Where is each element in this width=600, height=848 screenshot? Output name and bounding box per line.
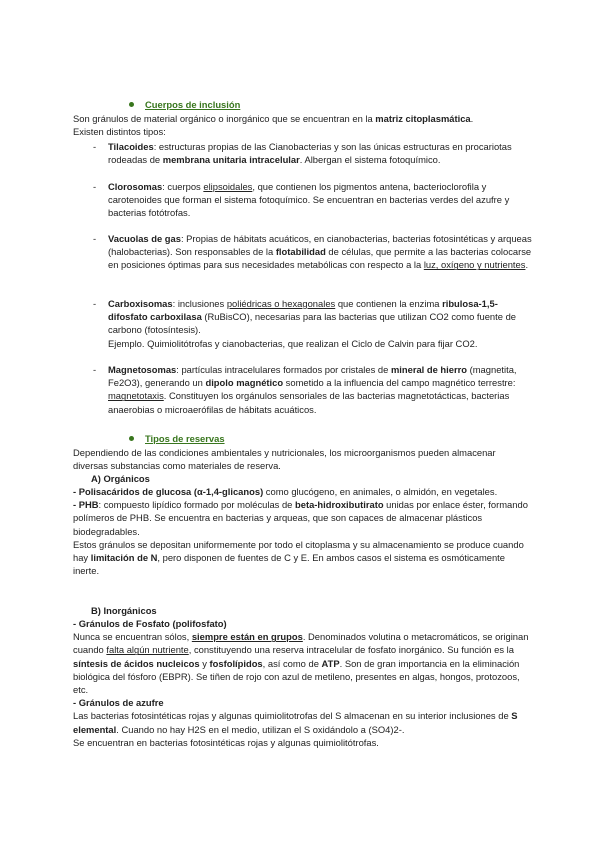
subheading-organicos: A) Orgánicos <box>91 473 150 484</box>
bullet-icon <box>129 102 134 107</box>
section1-intro: Son gránulos de material orgánico o inorgánico que se encuentran en la matriz citoplasmática. Existen distintos tipos: <box>73 113 474 138</box>
section-heading-reserve-types: Tipos de reservas <box>129 432 225 445</box>
inorganicos-content: - Gránulos de Fosfato (polifosfato) Nunca se encuentran sólos, siempre están en grupos. Denominados volutina o metacromáticos, se originan cuando falta algún nutriente, constituyendo una reserva intracelular de fosfato inorgánico. Su función es la síntesis de ácidos nucleicos y fosfolípidos, así como de ATP. Son de gran importancia en la eliminación biológica del fósforo (EBPR). Se tiñen de rojo con azul de metileno, presentes en algas, hongos, protozoos, etc. - Gránulos de azufre Las bacterias fotosintéticas rojas y algunas quimiolitotrofas del S almacenan en su interior inclusiones de S elemental. Cuando no hay H2S en el medio, utilizan el S oxidándolo a (SO4)2-. Se encuentran en bacterias fotosintéticas rojas y algunas quimiolitótrofas. <box>73 618 529 748</box>
list-item-tilacoides: - Tilacoides: estructuras propias de las Cianobacterias y son las únicas estructuras en procariotas rodeadas de membrana unitaria intracelular. Albergan el sistema fotoquímico. <box>93 141 512 166</box>
dash-bullet: - <box>93 141 97 152</box>
section2-intro: Dependiendo de las condiciones ambientales y nutricionales, los microorganismos pueden almacenar diversas substancias como materiales de reserva. <box>73 447 496 472</box>
list-item-vacuolas-de-gas: - Vacuolas de gas: Propias de hábitats acuáticos, en cianobacterias, bacterias fotosintéticas y arqueas (halobacterias). Son responsables de la flotabilidad de células, que permite a las bacterias colocarse en posiciones óptimas para sus necesidades metabólicas con respecto a la luz, oxígeno y nutrientes. <box>93 233 532 271</box>
section-heading-inclusion-bodies: Cuerpos de inclusión <box>129 98 240 111</box>
bullet-icon <box>129 436 134 441</box>
list-item-carboxisomas: - Carboxisomas: inclusiones poliédricas o hexagonales que contienen la enzima ribulosa-1,5-difosfato carboxilasa (RuBisCO), necesarias para las bacterias que utilizan CO2 como fuente de carbono (fotosíntesis). Ejemplo. Quimiolitótrofas y cianobacterias, que realizan el Ciclo de Calvin para fijar CO2. <box>93 298 516 349</box>
dash-bullet: - <box>93 233 97 244</box>
list-item-clorosomas: - Clorosomas: cuerpos elipsoidales, que contienen los pigmentos antena, bacterioclorofila y carotenoides que forman el sistema fotoquímico. Se encuentran en bacterias verdes del azufre y bacterias fotótrofas. <box>93 181 510 219</box>
organicos-content: - Polisacáridos de glucosa (α-1,4-glicanos) como glucógeno, en animales, o almidón, en vegetales. - PHB: compuesto lipídico formado por moléculas de beta-hidroxibutirato unidas por enlace éster, formando polímeros de PHB. Se encuentra en bacterias y arqueas, que son capaces de almacenar plásticos biodegradables. Estos gránulos se depositan uniformemente por todo el citoplasma y su almacenamiento se produce cuando hay limitación de N, pero disponen de fuentes de C y E. En ambos casos el sistema es osmóticamente inerte. <box>73 486 528 577</box>
dash-bullet: - <box>93 364 97 375</box>
dash-bullet: - <box>93 181 97 192</box>
dash-bullet: - <box>93 298 97 309</box>
list-item-magnetosomas: - Magnetosomas: partículas intracelulares formados por cristales de mineral de hierro (magnetita, Fe2O3), generando un dipolo magnético sometido a la influencia del campo magnético terrestre: magnetotaxis. Constituyen los orgánulos sensoriales de las bacterias magnetotácticas, bacterias anaerobias o microaerófilas de hábitats acuáticos. <box>93 364 517 415</box>
subheading-inorganicos: B) Inorgánicos <box>91 605 157 616</box>
